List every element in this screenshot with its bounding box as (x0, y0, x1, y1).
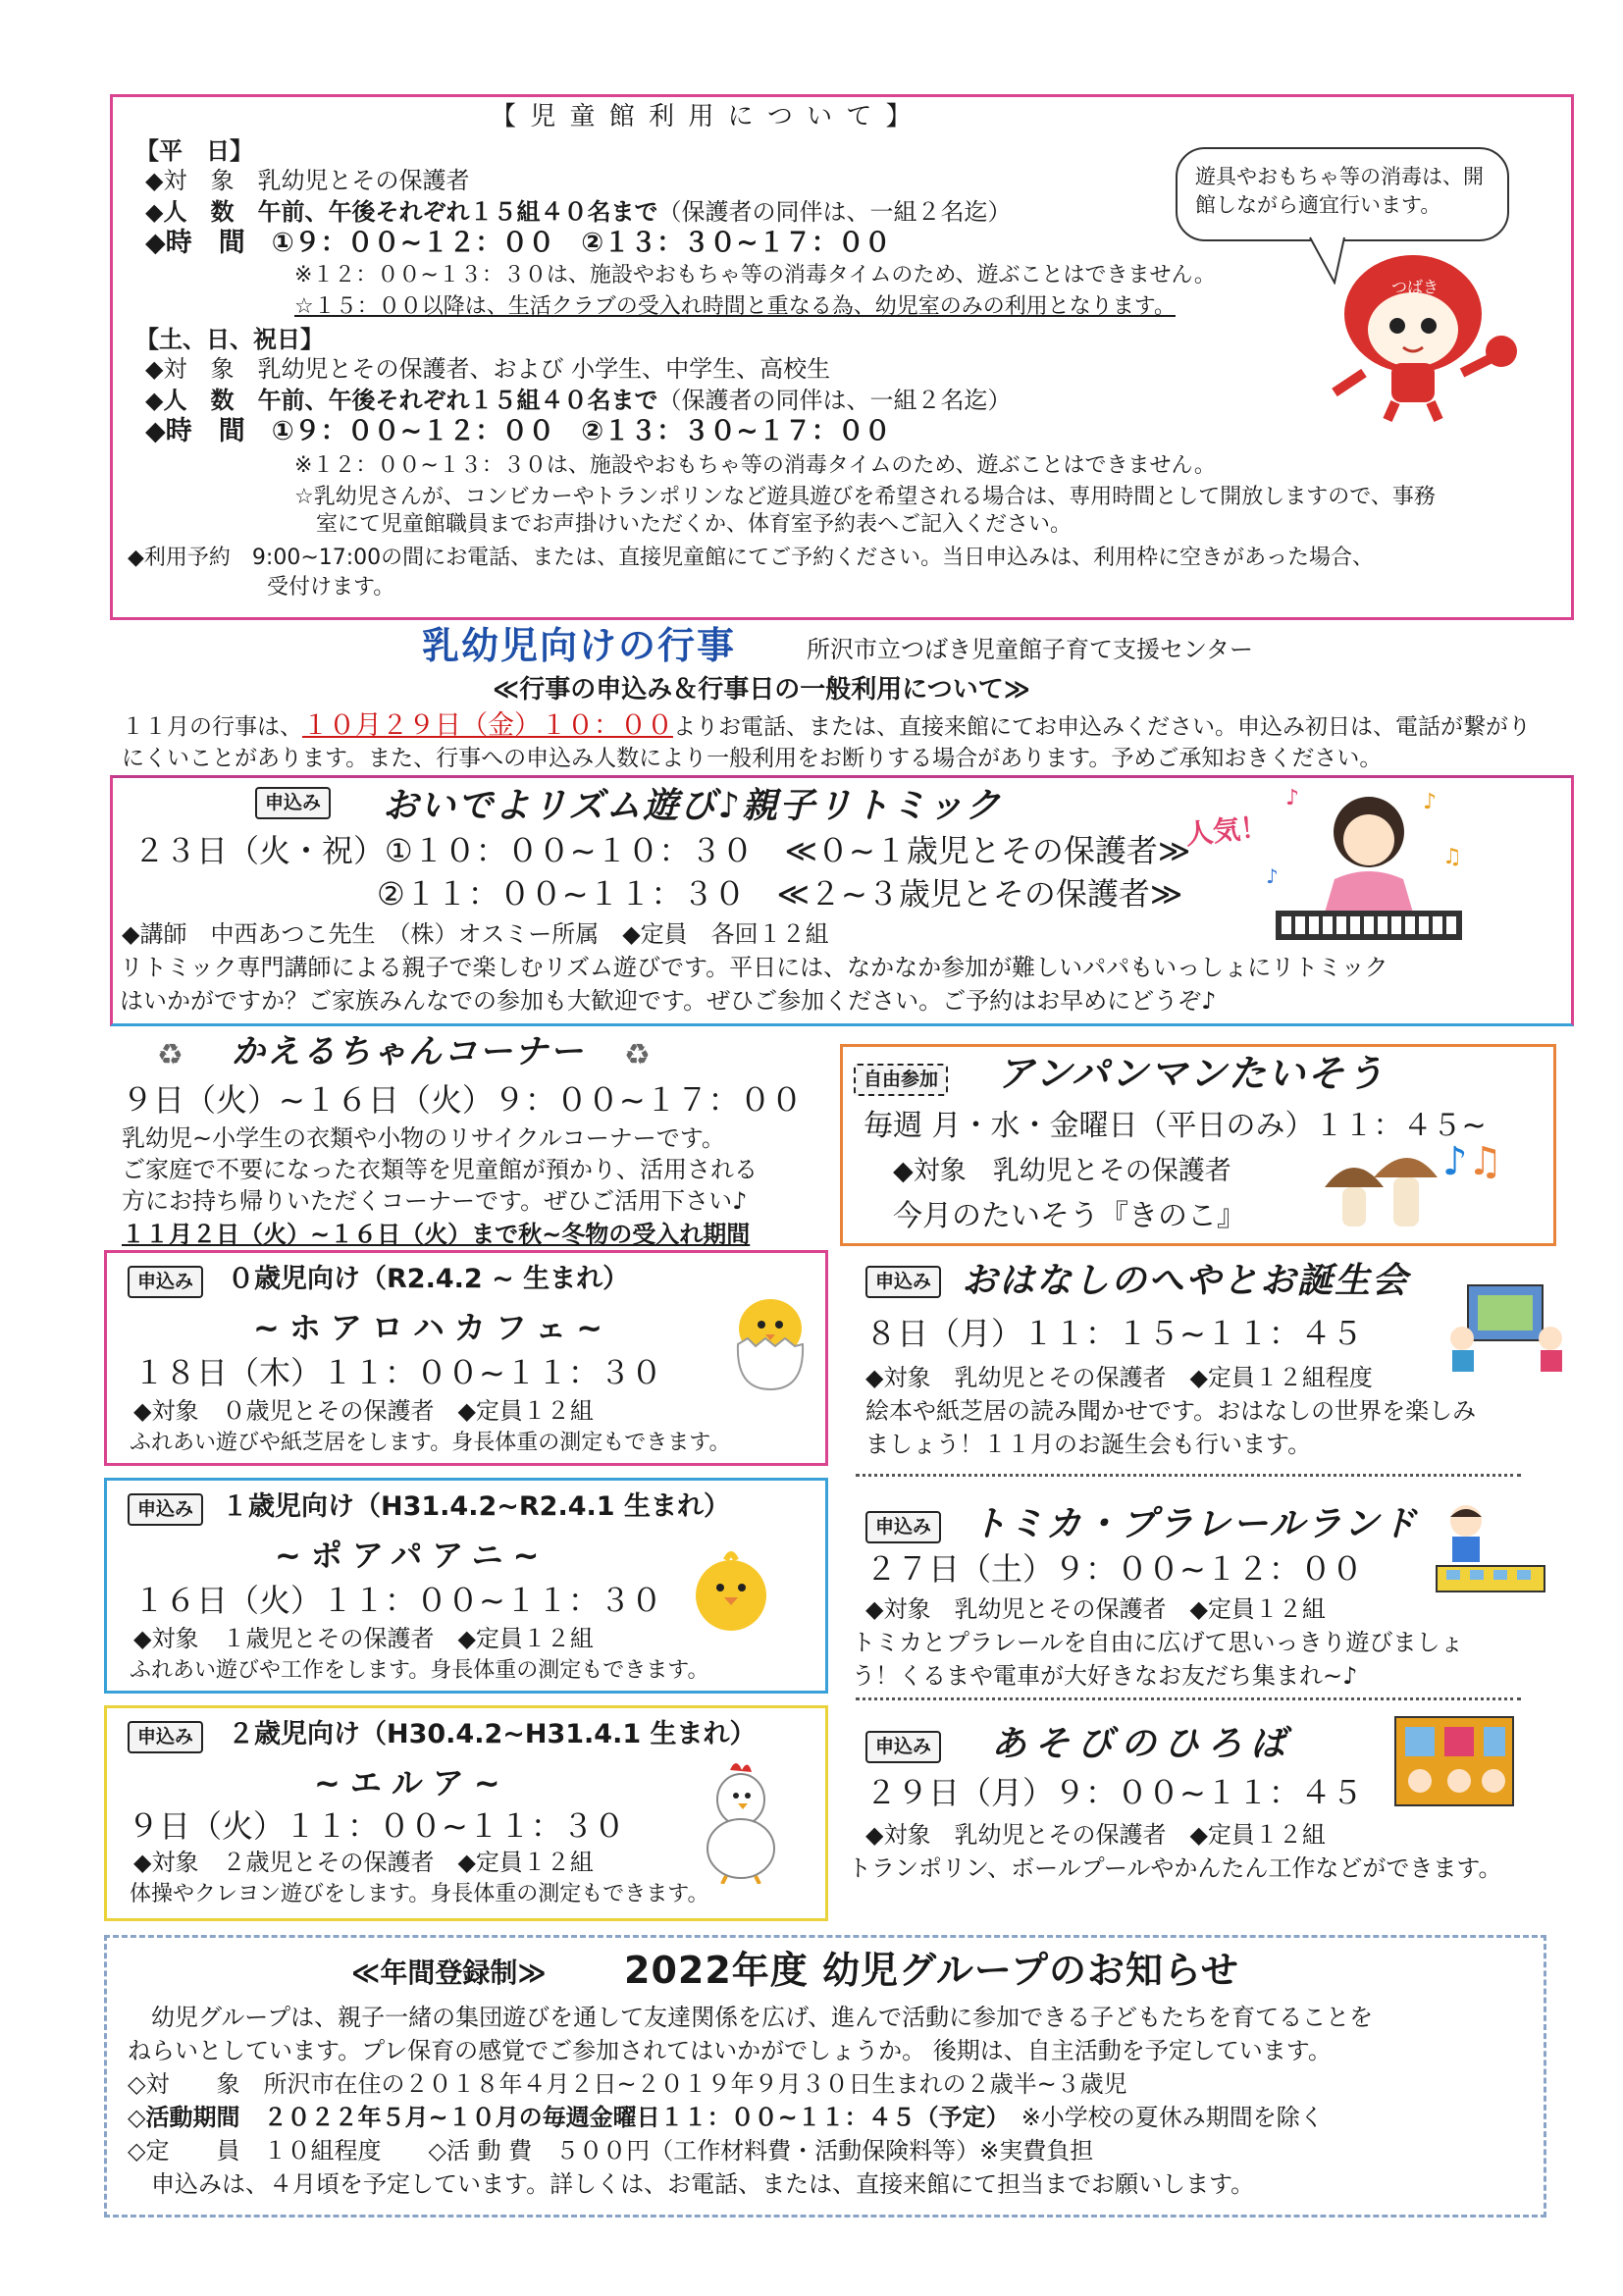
events-subtitle: ≪行事の申込み＆行事日の一般利用について≫ (493, 675, 1030, 704)
playground-icon (1386, 1707, 1523, 1815)
weekend-capacity (145, 387, 1011, 415)
anpanman-title: アンパンマンたいそう (997, 1052, 1386, 1095)
tomica-time: ２７日（土）９：００~１２：００ (865, 1550, 1363, 1588)
group-capacity: ◇定 員 １０組程度 ◇活 動 費 ５００円（工作材料費・活動保険料等）※実費負担 (128, 2137, 1094, 2165)
weekday-target: ◆対 象 乳幼児とその保護者 (145, 167, 470, 194)
age1-desc: ふれあい遊びや工作をします。身長体重の測定もできます。 (130, 1658, 709, 1683)
age2-subtitle: ~エルア~ (314, 1764, 510, 1801)
weekend-capacity-main: ◆人 数 午前、午後それぞれ１５組４０名まで (145, 387, 658, 414)
events-apply-date: １０月２９日（金）１０：００ (302, 710, 673, 741)
weekend-note2b: 室にて児童館職員までお声掛けいただくか、体育室予約表へご記入ください。 (316, 512, 1073, 537)
right-separator-1 (856, 1474, 1521, 1477)
asobi-desc: トランポリン、ボールプールやかんたん工作などができます。 (848, 1854, 1502, 1882)
recycle-icon-right: ♻ (624, 1038, 651, 1072)
anpanman-schedule: 毎週 月・水・金曜日（平日のみ）１１：４５~ (864, 1109, 1487, 1143)
group-label: ≪年間登録制≫ (351, 1957, 547, 1989)
anpanman-tag: 自由参加 (854, 1064, 948, 1096)
chick-egg-icon (726, 1276, 814, 1393)
events-organizer: 所沢市立つばき児童館子育て支援センター (807, 636, 1254, 663)
svg-text:♫: ♫ (1442, 845, 1462, 869)
group-period-main: ◇活動期間 ２０２２年５月~１０月の毎週金曜日１１：００~１１：４５（予定） (128, 2104, 998, 2131)
reserve-line2: 受付けます。 (267, 575, 395, 600)
age1-title: １歳児向け（H31.4.2~R2.4.1 生まれ） (222, 1491, 730, 1522)
age2-desc: 体操やクレヨン遊びをします。身長体重の測定もできます。 (130, 1882, 709, 1906)
group-desc2: ねらいとしています。プレ保育の感覚でご参加されてはいかがでしょうか。 後期は、自主活動を予定しています。 (128, 2037, 1332, 2064)
recycle-icon-left: ♻ (157, 1038, 183, 1072)
weekend-time: ◆時 間 ①９：００~１２：００ ②１３：３０~１７：００ (145, 416, 891, 446)
age2-info: ◆対象 ２歳児とその保護者 ◆定員１２組 (133, 1849, 594, 1876)
age1-info: ◆対象 １歳児とその保護者 ◆定員１２組 (133, 1625, 594, 1652)
age0-desc: ふれあい遊びや紙芝居をします。身長体重の測定もできます。 (130, 1431, 731, 1455)
group-title: 2022年度 幼児グループのお知らせ (624, 1949, 1239, 1992)
age2-time: ９日（火）１１：００~１１：３０ (128, 1807, 625, 1845)
piano-girl-icon (1266, 785, 1482, 952)
rhythmic-title: おいでよリズム遊び♪親子リトミック (383, 786, 1003, 826)
kaeru-title: かえるちゃんコーナー (232, 1032, 585, 1071)
rhythmic-desc2: はいかがですか？ご家族みんなでの参加も大歓迎です。ぜひご参加ください。ご予約はお早めにどうぞ♪ (120, 987, 1217, 1015)
weekday-note1: ※１２：００~１３：３０は、施設やおもちゃ等の消毒タイムのため、遊ぶことはできません。 (294, 263, 1216, 287)
asobi-title: あそびのひろば (991, 1724, 1294, 1764)
events-line2: にくいことがあります。また、行事への申込み人数により一般利用をお断りする場合があります。予めご承知おきください。 (122, 746, 1383, 771)
group-target: ◇対 象 所沢市在住の２０１８年４月２日~２０１９年９月３０日生まれの２歳半~３歳児 (128, 2070, 1127, 2098)
weekday-time: ◆時 間 ①９：００~１２：００ ②１３：３０~１７：００ (145, 228, 891, 258)
group-desc1: 幼児グループは、親子一緒の集団遊びを通して友達関係を広げ、進んで活動に参加できる子どもたちを育てることを (151, 2004, 1374, 2031)
tomica-tag: 申込み (865, 1511, 941, 1543)
rooster-icon (687, 1756, 795, 1884)
events-line1 (122, 710, 1531, 742)
age2-title: ２歳児向け（H30.4.2~H31.4.1 生まれ） (228, 1719, 757, 1749)
rhythmic-session2: ②１１：００~１１：３０ ≪２~３歳児とその保護者≫ (377, 875, 1183, 913)
ohanashi-desc2: ましょう！１１月のお誕生会も行います。 (865, 1431, 1312, 1458)
age0-tag: 申込み (128, 1266, 203, 1298)
weekday-capacity (145, 198, 1011, 227)
svg-text:♪: ♪ (1423, 790, 1438, 814)
speech-bubble (1176, 147, 1509, 241)
anpanman-target: ◆対象 乳幼児とその保護者 (893, 1156, 1231, 1186)
age2-tag: 申込み (128, 1721, 203, 1753)
kaeru-desc3: 方にお持ち帰りいただくコーナーです。ぜひご活用下さい♪ (122, 1187, 748, 1215)
usage-heading: 【 児 童 館 利 用 に つ い て 】 (491, 102, 915, 131)
age1-time: １６日（火）１１：００~１１：３０ (133, 1582, 662, 1619)
asobi-time: ２９日（月）９：００~１１：４５ (865, 1774, 1363, 1811)
kaeru-desc4: １１月２日（火）~１６日（火）まで秋~冬物の受入れ期間 (122, 1221, 751, 1248)
popular-badge: 人気！ (1183, 809, 1270, 852)
tomica-desc2: う！くるまや電車が大好きなお友だち集まれ~♪ (852, 1662, 1358, 1690)
weekend-note1: ※１２：００~１３：３０は、施設やおもちゃ等の消毒タイムのため、遊ぶことはできません。 (294, 453, 1216, 478)
group-apply: 申込みは、４月頃を予定しています。詳しくは、お電話、または、直接来館にて担当までお願いします。 (151, 2170, 1255, 2198)
ohanashi-time: ８日（月）１１：１５~１１：４５ (865, 1315, 1363, 1352)
weekend-note2a: ☆乳幼児さんが、コンビカーやトランポリンなど遊具遊びを希望される場合は、専用時間として開放しますので、事務 (294, 485, 1436, 509)
asobi-tag: 申込み (865, 1731, 941, 1763)
rhythmic-desc1: リトミック専門講師による親子で楽しむリズム遊びです。平日には、なかなか参加が難しいパパもいっしょにリトミック (120, 954, 1388, 981)
svg-text:♪: ♪ (1266, 864, 1279, 888)
rhythmic-session1: ２３日（火・祝）①１０：００~１０：３０ ≪０~１歳児とその保護者≫ (133, 832, 1191, 869)
kaeru-desc2: ご家庭で不要になった衣類等を児童館が預かり、活用される (122, 1156, 758, 1183)
mascot-sign: つばき (1390, 278, 1440, 296)
weekend-target: ◆対 象 乳幼児とその保護者、および 小学生、中学生、高校生 (145, 355, 831, 383)
age1-tag: 申込み (128, 1493, 203, 1526)
rhythmic-info: ◆講師 中西あつこ先生 （株）オスミー所属 ◆定員 各回１２組 (122, 920, 829, 948)
age1-subtitle: ~ポアパアニ~ (275, 1537, 550, 1574)
right-separator-2 (856, 1697, 1521, 1700)
age0-info: ◆対象 ０歳児とその保護者 ◆定員１２組 (133, 1397, 594, 1425)
weekday-note2: ☆１５：００以降は、生活クラブの受入れ時間と重なる為、幼児室のみの利用となります。 (294, 294, 1176, 319)
weekend-capacity-note: （保護者の同伴は、一組２名迄） (657, 387, 1012, 414)
group-period-note: ※小学校の夏休み期間を除く (1021, 2104, 1324, 2131)
events-line1-post: よりお電話、または、直接来館にてお申込みください。申込み初日は、電話が繋がり (673, 714, 1531, 740)
asobi-info: ◆対象 乳幼児とその保護者 ◆定員１２組 (865, 1821, 1326, 1849)
reserve-line1: ◆利用予約 9:00~17:00の間にお電話、または、直接児童館にてご予約ください。当日申込みは、利用枠に空きがあった場合、 (128, 546, 1374, 570)
age0-title: ０歳児向け（R2.4.2 ~ 生まれ） (228, 1264, 630, 1294)
events-line1-pre: １１月の行事は、 (122, 714, 302, 740)
ohanashi-desc1: 絵本や紙芝居の読み聞かせです。おはなしの世界を楽しみ (865, 1397, 1477, 1425)
mushroom-icon (1315, 1148, 1442, 1236)
group-period (128, 2104, 1324, 2132)
weekend-label: 【土、日、祝日】 (135, 326, 324, 353)
events-title: 乳幼児向けの行事 (422, 624, 737, 667)
weekday-capacity-note: （保護者の同伴は、一組２名迄） (657, 198, 1012, 226)
weekday-label: 【平 日】 (135, 137, 253, 165)
svg-text:♪: ♪ (1285, 786, 1300, 810)
chick-icon (687, 1540, 775, 1639)
age0-subtitle: ~ホアロハカフェ~ (253, 1309, 613, 1346)
ohanashi-tag: 申込み (865, 1266, 941, 1298)
kaeru-desc1: 乳幼児~小学生の衣類や小物のリサイクルコーナーです。 (122, 1124, 725, 1152)
tomica-desc1: トミカとプラレールを自由に広げて思いっきり遊びましょ (852, 1629, 1464, 1656)
kaeru-dates: ９日（火）~１６日（火）９：００~１７：００ (122, 1081, 803, 1119)
speech-bubble-text: 遊具やおもちゃ等の消毒は、開館しながら適宜行います。 (1195, 165, 1484, 218)
age0-time: １８日（木）１１：００~１１：３０ (133, 1354, 662, 1391)
tomica-title: トミカ・プラレールランド (971, 1504, 1419, 1544)
rhythmic-apply-tag: 申込み (255, 787, 331, 819)
music-notes-icon: ♪♫ (1442, 1139, 1503, 1184)
storytelling-icon (1448, 1276, 1566, 1374)
weekday-capacity-main: ◆人 数 午前、午後それぞれ１５組４０名まで (145, 198, 658, 226)
tsubaki-mascot-icon (1305, 245, 1531, 422)
train-boy-icon (1427, 1501, 1554, 1599)
anpanman-this-month: 今月のたいそう『きのこ』 (893, 1199, 1246, 1233)
tomica-info: ◆対象 乳幼児とその保護者 ◆定員１２組 (865, 1595, 1326, 1623)
ohanashi-title: おはなしのへやとお誕生会 (962, 1261, 1410, 1301)
ohanashi-info: ◆対象 乳幼児とその保護者 ◆定員１２組程度 (865, 1364, 1373, 1391)
